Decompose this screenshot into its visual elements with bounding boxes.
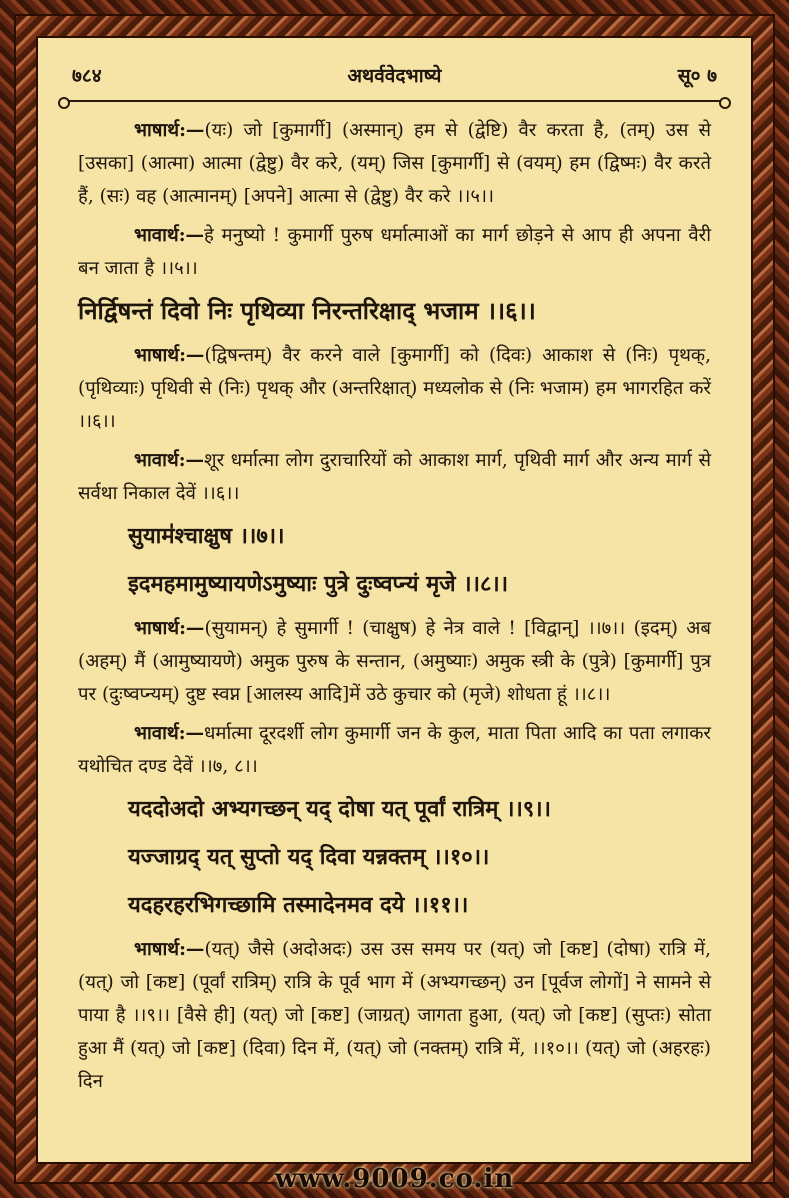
paragraph-text: (सुयामन्) हे सुमार्गी ! (चाक्षुष) हे नेत्र वाले ! [विद्वान्] ।।७।। (इदम्) अब (अहम्) मैं (आमुष्यायणे) अमुक पुरुष के सन्तान, (अमुष्याः) अमुक स्त्री के (पुत्रे) [कुमार्गी] पुत्र पर (दुःष्वप्न्यम्) दुष्ट स्वप्न [आलस्य आदि]में उठे कुचार को (मृजे) शोधता हूं ।।८।। — [78, 618, 711, 705]
paragraph-lead: भाषार्थ:— — [134, 618, 205, 639]
mantra-7: सुयाम॑श्चाक्षुष ।।७।। — [128, 523, 285, 549]
paragraph-bhasharth-5 — [78, 114, 711, 213]
paragraph-bhasharth-9-11 — [78, 933, 711, 1098]
paragraph-bhavarth-7-8 — [78, 717, 711, 783]
page-header — [72, 62, 717, 98]
paragraph-text: धर्मात्मा दूरदर्शी लोग कुमार्गी जन के कुल, माता पिता आदि का पता लगाकर यथोचित दण्ड देवें ।।७, ८।। — [78, 723, 711, 777]
paragraph-bhasharth-7-8 — [78, 612, 711, 711]
page-body — [78, 114, 711, 1104]
paragraph-text: (द्विषन्तम्) वैर करने वाले [कुमार्गी] को (दिवः) आकाश से (निः) पृथक्, (पृथिव्याः) पृथिवी से (निः) पृथक् और (अन्तरिक्षात्) मध्यलोक से (निः भजाम) हम भागरहित करें ।।६।। — [78, 345, 711, 432]
mantra-8: इदमहमामुष्यायणेऽमुष्याः पुत्रे दुःष्वप्न्यं मृजे ।।८।। — [128, 571, 509, 597]
paragraph-lead: भाषार्थ:— — [134, 120, 205, 141]
paragraph-text: (यत्) जैसे (अदोअदः) उस उस समय पर (यत्) जो [कष्ट] (दोषा) रात्रि में, (यत्) जो [कष्ट] (पूर्वां रात्रिम्) रात्रि के पूर्व भाग में (अभ्यगच्छन्) उन [पूर्वज लोगों] ने सामने से पाया है ।।९।। [वैसे ही] (यत्) जो [कष्ट] (जाग्रत्) जागता हुआ, (यत्) जो [कष्ट] (सुप्तः) सोता हुआ मैं (यत्) जो [कष्ट] (दिवा) दिन में, (यत्) जो (नक्तम्) रात्रि में, ।।१०।। (यत्) जो (अहरहः) दिन — [78, 939, 711, 1092]
paragraph-bhavarth-5 — [78, 219, 711, 285]
mantra-11: यदहरहरभिगच्छामि तस्मादेनमव दये ।।११।। — [128, 892, 469, 918]
header-rule — [68, 100, 721, 102]
paragraph-text: हे मनुष्यो ! कुमार्गी पुरुष धर्मात्माओं का मार्ग छोड़ने से आप ही अपना वैरी बन जाता है ।।५।। — [78, 225, 711, 279]
mantra-6: निर्द्विषन्तं दिवो निः पृथिव्या निरन्तरिक्षाद् भजाम ।।६।। — [78, 296, 536, 325]
paragraph-lead: भाषार्थ:— — [134, 939, 205, 960]
paragraph-lead: भावार्थ:— — [134, 225, 205, 246]
paragraph-bhavarth-6 — [78, 444, 711, 510]
paragraph-lead: भावार्थ:— — [134, 450, 205, 471]
mantra-9: यददोअदो अभ्यगच्छन् यद् दोषा यत् पूर्वां रात्रिम् ।।९।। — [128, 796, 551, 822]
website-url: www.9009.co.in — [274, 1164, 515, 1194]
paragraph-lead: भावार्थ:— — [134, 723, 205, 744]
paragraph-lead: भाषार्थ:— — [134, 345, 205, 366]
book-title: अथर्ववेदभाष्ये — [347, 65, 442, 87]
paragraph-text: शूर धर्मात्मा लोग दुराचारियों को आकाश मार्ग, पृथिवी मार्ग और अन्य मार्ग से सर्वथा निकाल देवें ।।६।। — [78, 450, 711, 504]
book-page — [36, 36, 753, 1164]
mantra-10: यज्जाग्रद् यत् सुप्तो यद् दिवा यन्नक्तम् ।।१०।। — [128, 844, 490, 870]
sukta-number: सू० ७ — [677, 65, 717, 87]
page-number: ७८४ — [72, 65, 102, 87]
paragraph-text: (यः) जो [कुमार्गी] (अस्मान्) हम से (द्वेष्टि) वैर करता है, (तम्) उस से [उसका] (आत्मा) आत्मा (द्वेष्टु) वैर करे, (यम्) जिस [कुमार्गी] से (वयम्) हम (द्विष्मः) वैर करते हैं, (सः) वह (आत्मानम्) [अपने] आत्मा से (द्वेष्टु) वैर करे ।।५।। — [78, 120, 711, 207]
paragraph-bhasharth-6 — [78, 339, 711, 438]
